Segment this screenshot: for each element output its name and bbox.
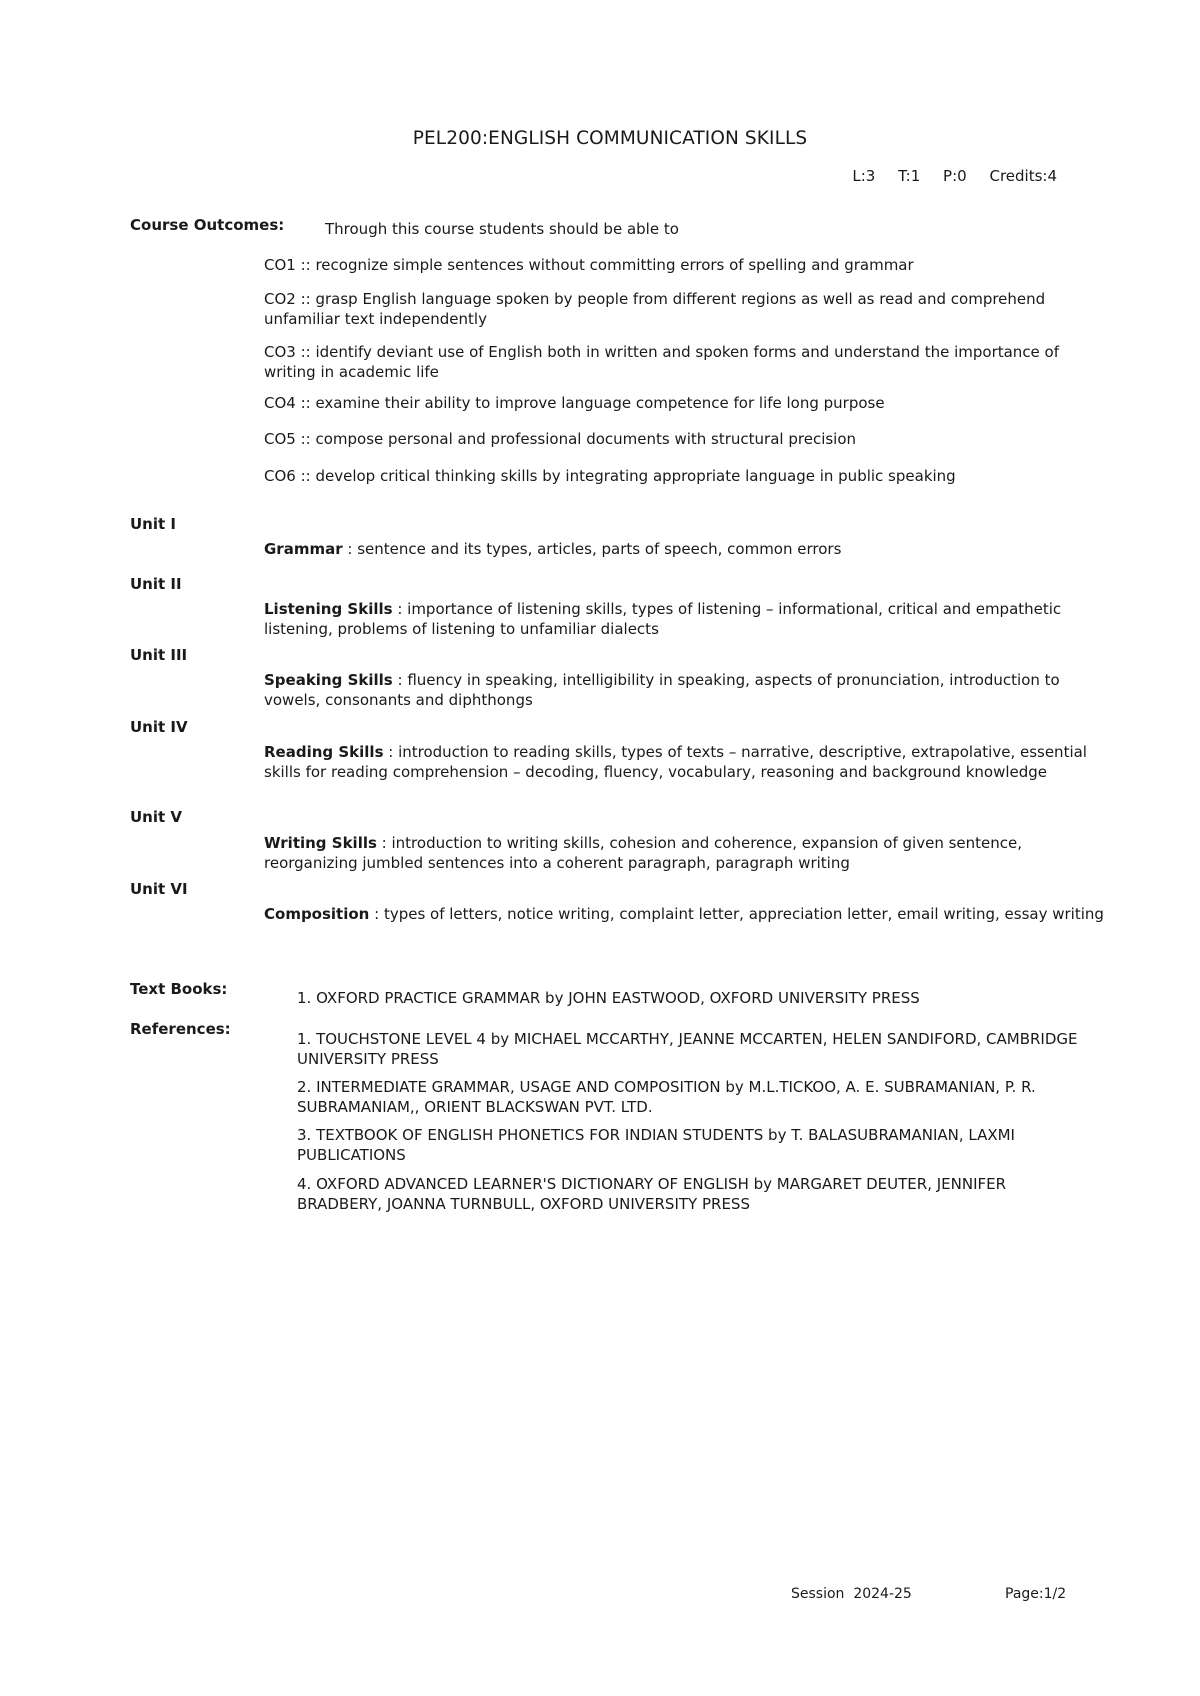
reference-item: 3. TEXTBOOK OF ENGLISH PHONETICS FOR INDIAN STUDENTS by T. BALASUBRAMANIAN, LAXMI PUBLICATIONS — [297, 1126, 1015, 1164]
unit-description: : introduction to writing skills, cohesion and coherence, expansion of given sentence, reorganizing jumbled sentences into a coherent paragraph, paragraph writing — [264, 834, 1023, 872]
unit-description: : sentence and its types, articles, parts of speech, common errors — [342, 540, 842, 558]
unit-label: Unit V — [130, 808, 183, 826]
references-label: References: — [130, 1020, 231, 1038]
session-info: Session 2024-25 — [791, 1586, 912, 1602]
unit-content — [264, 742, 1114, 782]
unit-label: Unit II — [130, 575, 182, 593]
unit-heading: Composition — [264, 905, 370, 923]
outcomes-intro: Through this course students should be able to — [325, 220, 679, 238]
tutorial-hours: T:1 — [898, 167, 921, 185]
unit-content — [264, 833, 1114, 873]
unit-description: : fluency in speaking, intelligibility in speaking, aspects of pronunciation, introduction to vowels, consonants and diphthongs — [264, 671, 1060, 709]
unit-heading: Reading Skills — [264, 743, 384, 761]
credits: Credits:4 — [989, 167, 1057, 185]
outcome-item: CO5 :: compose personal and professional documents with structural precision — [264, 430, 857, 448]
textbook-item: 1. OXFORD PRACTICE GRAMMAR by JOHN EASTWOOD, OXFORD UNIVERSITY PRESS — [297, 989, 920, 1007]
outcome-item: CO2 :: grasp English language spoken by people from different regions as well as read and comprehend unfamiliar text independently — [264, 290, 1046, 328]
outcome-item: CO1 :: recognize simple sentences without committing errors of spelling and grammar — [264, 256, 914, 274]
unit-content — [264, 904, 1114, 924]
unit-heading: Writing Skills — [264, 834, 377, 852]
unit-content — [264, 539, 1114, 559]
unit-description: : types of letters, notice writing, complaint letter, appreciation letter, email writing, essay writing — [369, 905, 1104, 923]
lecture-hours: L:3 — [852, 167, 876, 185]
unit-description: : introduction to reading skills, types of texts – narrative, descriptive, extrapolative, essential skills for reading comprehension – decoding, fluency, vocabulary, reasoning and background knowledge — [264, 743, 1087, 781]
outcome-item: CO6 :: develop critical thinking skills by integrating appropriate language in public speaking — [264, 467, 956, 485]
course-outcomes-label: Course Outcomes: — [130, 216, 285, 234]
page-number: Page:1/2 — [1005, 1586, 1067, 1602]
unit-label: Unit IV — [130, 718, 188, 736]
outcome-item: CO3 :: identify deviant use of English both in written and spoken forms and understand the importance of writing in academic life — [264, 343, 1060, 381]
credit-info — [852, 167, 1057, 185]
outcome-item: CO4 :: examine their ability to improve language competence for life long purpose — [264, 394, 885, 412]
practical-hours: P:0 — [943, 167, 967, 185]
reference-item: 4. OXFORD ADVANCED LEARNER'S DICTIONARY OF ENGLISH by MARGARET DEUTER, JENNIFER BRADBERY, JOANNA TURNBULL, OXFORD UNIVERSITY PRESS — [297, 1175, 1007, 1213]
unit-heading: Listening Skills — [264, 600, 393, 618]
unit-content — [264, 599, 1114, 639]
course-title: PEL200:ENGLISH COMMUNICATION SKILLS — [412, 128, 808, 149]
unit-heading: Speaking Skills — [264, 671, 393, 689]
unit-heading: Grammar — [264, 540, 343, 558]
reference-item: 2. INTERMEDIATE GRAMMAR, USAGE AND COMPOSITION by M.L.TICKOO, A. E. SUBRAMANIAN, P. R. SUBRAMANIAM,, ORIENT BLACKSWAN PVT. LTD. — [297, 1078, 1036, 1116]
unit-label: Unit I — [130, 515, 176, 533]
unit-label: Unit III — [130, 646, 188, 664]
unit-description: : importance of listening skills, types of listening – informational, critical and empathetic listening, problems of listening to unfamiliar dialects — [264, 600, 1062, 638]
textbooks-label: Text Books: — [130, 980, 228, 998]
reference-item: 1. TOUCHSTONE LEVEL 4 by MICHAEL MCCARTHY, JEANNE MCCARTEN, HELEN SANDIFORD, CAMBRIDGE UNIVERSITY PRESS — [297, 1030, 1078, 1068]
unit-content — [264, 670, 1114, 710]
unit-label: Unit VI — [130, 880, 188, 898]
